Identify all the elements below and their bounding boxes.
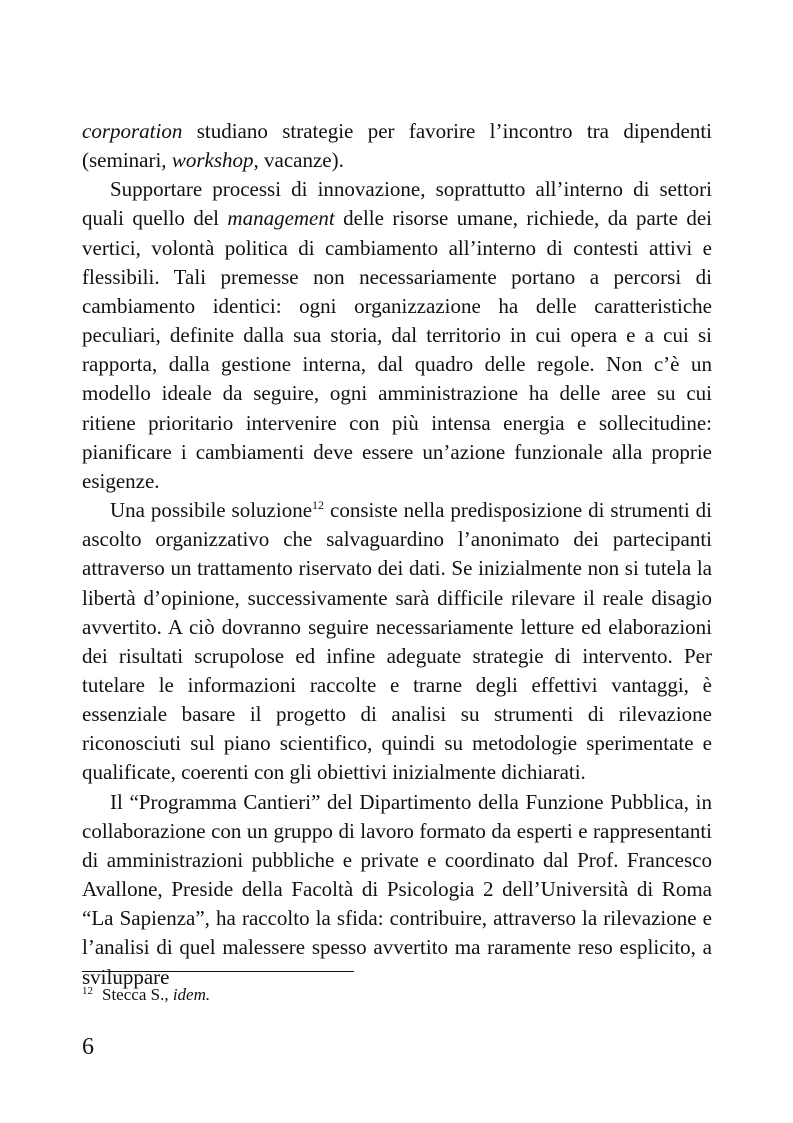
paragraph-2 xyxy=(82,175,712,496)
paragraph-3 xyxy=(82,496,712,788)
paragraph-1 xyxy=(82,117,712,175)
footnote-text: Stecca S., xyxy=(102,985,173,1004)
paragraph-1-text: studiano strategie per favorire l’incontro tra dipendenti (seminari, xyxy=(82,119,712,173)
term-corporation: corporation xyxy=(82,119,183,143)
paragraph-1-text-end: , vacanze). xyxy=(253,148,344,173)
paragraph-4-text: Il “Programma Cantieri” del Dipartimento della Funzione Pubblica, in collaborazione con un gruppo di lavoro formato da esperti e rappresentanti di amministrazioni pubbliche e private e coordinato dal Prof. Francesco Avallone, Preside della Facoltà di Psicologia 2 dell’Università di Roma “La Sapienza”, ha raccolto la sfida: contribuire, attraverso la rilevazione e l’analisi di quel malessere spesso avvertito ma raramente reso esplicito, a sviluppare xyxy=(82,789,712,989)
footnote-divider xyxy=(82,971,354,972)
paragraph-3-text-end: consiste nella predisposizione di strumenti di ascolto organizzativo che salvaguardino l’anonimato dei partecipanti attraverso un trattamento riservato dei dati. Se inizialmente non si tutela la libertà d’opinione, successivamente sarà difficile rilevare il reale disagio avvertito. A ciò dovranno seguire necessariamente letture ed elaborazioni dei risultati scrupolose ed infine adeguate strategie di intervento. Per tutelare le informazioni raccolte e trarne degli effettivi vantaggi, è essenziale basare il progetto di analisi su strumenti di rilevazione riconosciuti sul piano scientifico, quindi su metodologie sperimentate e qualificate, coerenti con gli obiettivi inizialmente dichiarati. xyxy=(82,498,713,785)
term-management: management xyxy=(227,206,335,231)
paragraph-2-text-end: delle risorse umane, richiede, da parte dei vertici, volontà politica di cambiamento all’interno di contesti attivi e flessibili. Tali premesse non necessariamente portano a percorsi di cambiamento identici: ogni organizzazione ha delle caratteristiche peculiari, definite dalla sua storia, dal territorio in cui opera e a cui si rapporta, dalla gestione interna, dal quadro delle regole. Non c’è un modello ideale da seguire, ogni amministrazione ha delle aree su cui ritiene prioritario intervenire con più intensa energia e sollecitudine: pianificare i cambiamenti deve essere un’azione funzionale alla proprie esigenze. xyxy=(82,206,713,493)
body-text xyxy=(82,117,712,992)
page-number: 6 xyxy=(82,1034,94,1060)
paragraph-3-text: Una possibile soluzione xyxy=(110,498,313,523)
footnote-reference[interactable]: 12 xyxy=(312,498,325,513)
footnote-italic: idem. xyxy=(172,985,211,1004)
footnote xyxy=(82,984,210,1006)
term-workshop: workshop xyxy=(171,148,254,173)
footnote-mark: 12 xyxy=(82,985,93,997)
paragraph-4 xyxy=(82,788,712,992)
paragraph-2-text: Supportare processi di innovazione, soprattutto all’interno di settori quali quello del xyxy=(82,177,712,231)
